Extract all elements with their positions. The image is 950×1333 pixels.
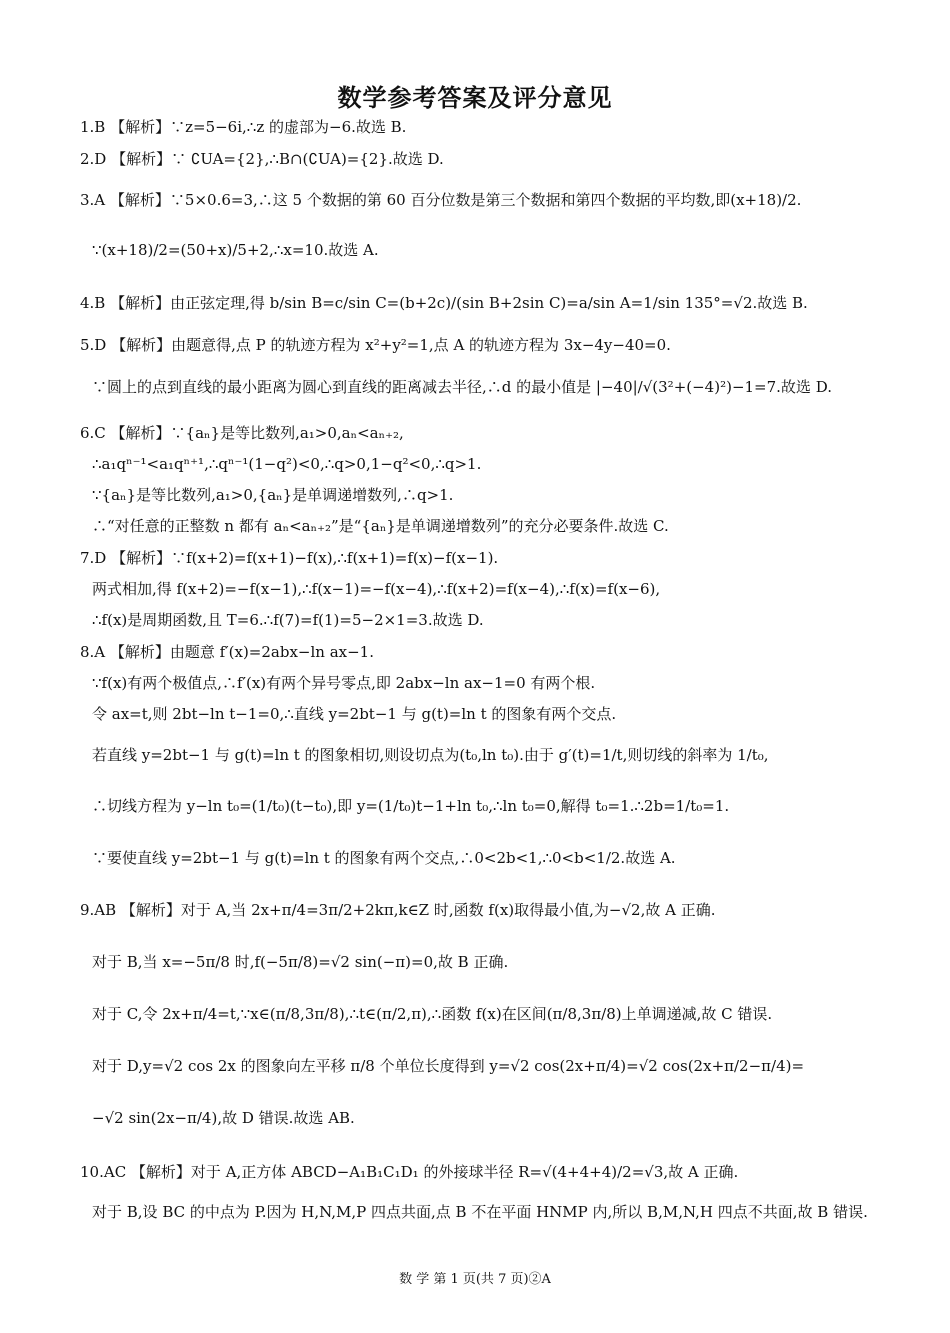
answer-9-cont-4: −√2 sin(2x−π/4),故 D 错误.故选 AB. <box>92 1109 355 1127</box>
answer-8: 8.A 【解析】由题意 f′(x)=2abx−ln ax−1. <box>80 643 374 661</box>
answer-3-cont: ∵(x+18)/2=(50+x)/5+2,∴x=10.故选 A. <box>92 241 379 259</box>
answer-2: 2.D 【解析】∵ ∁UA={2},∴B∩(∁UA)={2}.故选 D. <box>80 150 444 168</box>
answer-1: 1.B 【解析】∵z=5−6i,∴z 的虚部为−6.故选 B. <box>80 118 407 136</box>
answer-6-cont-3: ∴“对任意的正整数 n 都有 aₙ<aₙ₊₂”是“{aₙ}是单调递增数列”的充分必要条件.故选 C. <box>92 517 669 535</box>
answer-9-cont-3: 对于 D,y=√2 cos 2x 的图象向左平移 π/8 个单位长度得到 y=√2 cos(2x+π/4)=√2 cos(2x+π/2−π/4)= <box>92 1057 805 1075</box>
answer-7-cont-2: ∴f(x)是周期函数,且 T=6.∴f(7)=f(1)=5−2×1=3.故选 D. <box>92 611 484 629</box>
answer-3: 3.A 【解析】∵5×0.6=3,∴这 5 个数据的第 60 百分位数是第三个数据和第四个数据的平均数,即(x+18)/2. <box>80 191 802 209</box>
page-footer: 数 学 第 1 页(共 7 页)②A <box>399 1272 551 1287</box>
answer-9-cont-2: 对于 C,令 2x+π/4=t,∵x∈(π/8,3π/8),∴t∈(π/2,π),∴函数 f(x)在区间(π/8,3π/8)上单调递减,故 C 错误. <box>92 1005 773 1023</box>
answer-6: 6.C 【解析】∵{aₙ}是等比数列,a₁>0,aₙ<aₙ₊₂, <box>80 424 404 442</box>
answer-8-cont-4: ∴切线方程为 y−ln t₀=(1/t₀)(t−t₀),即 y=(1/t₀)t−1+ln t₀,∴ln t₀=0,解得 t₀=1.∴2b=1/t₀=1. <box>92 797 730 815</box>
answer-5: 5.D 【解析】由题意得,点 P 的轨迹方程为 x²+y²=1,点 A 的轨迹方程为 3x−4y−40=0. <box>80 336 671 354</box>
answer-6-cont-2: ∵{aₙ}是等比数列,a₁>0,{aₙ}是单调递增数列,∴q>1. <box>92 486 454 504</box>
answer-9: 9.AB 【解析】对于 A,当 2x+π/4=3π/2+2kπ,k∈Z 时,函数 f(x)取得最小值,为−√2,故 A 正确. <box>80 901 716 919</box>
answer-6-cont-1: ∴a₁qⁿ⁻¹<a₁qⁿ⁺¹,∴qⁿ⁻¹(1−q²)<0,∴q>0,1−q²<0,∴q>1. <box>92 455 482 473</box>
answer-7-cont-1: 两式相加,得 f(x+2)=−f(x−1),∴f(x−1)=−f(x−4),∴f(x+2)=f(x−4),∴f(x)=f(x−6), <box>92 580 661 598</box>
answer-5-cont: ∵圆上的点到直线的最小距离为圆心到直线的距离减去半径,∴d 的最小值是 |−40|/√(3²+(−4)²)−1=7.故选 D. <box>92 378 832 396</box>
answer-10-cont: 对于 B,设 BC 的中点为 P.因为 H,N,M,P 四点共面,点 B 不在平面 HNMP 内,所以 B,M,N,H 四点不共面,故 B 错误. <box>92 1203 868 1221</box>
answer-8-cont-1: ∵f(x)有两个极值点,∴f′(x)有两个异号零点,即 2abx−ln ax−1=0 有两个根. <box>92 674 596 692</box>
answer-8-cont-3: 若直线 y=2bt−1 与 g(t)=ln t 的图象相切,则设切点为(t₀,ln t₀).由于 g′(t)=1/t,则切线的斜率为 1/t₀, <box>92 746 769 764</box>
answer-8-cont-5: ∵要使直线 y=2bt−1 与 g(t)=ln t 的图象有两个交点,∴0<2b<1,∴0<b<1/2.故选 A. <box>92 849 676 867</box>
answer-10: 10.AC 【解析】对于 A,正方体 ABCD−A₁B₁C₁D₁ 的外接球半径 R=√(4+4+4)/2=√3,故 A 正确. <box>80 1163 739 1181</box>
answer-4: 4.B 【解析】由正弦定理,得 b/sin B=c/sin C=(b+2c)/(sin B+2sin C)=a/sin A=1/sin 135°=√2.故选 B. <box>80 294 808 312</box>
answer-9-cont-1: 对于 B,当 x=−5π/8 时,f(−5π/8)=√2 sin(−π)=0,故 B 正确. <box>92 953 509 971</box>
page-title: 数学参考答案及评分意见 <box>337 83 613 112</box>
answer-8-cont-2: 令 ax=t,则 2bt−ln t−1=0,∴直线 y=2bt−1 与 g(t)=ln t 的图象有两个交点. <box>92 705 617 723</box>
answer-7: 7.D 【解析】∵f(x+2)=f(x+1)−f(x),∴f(x+1)=f(x)−f(x−1). <box>80 549 499 567</box>
